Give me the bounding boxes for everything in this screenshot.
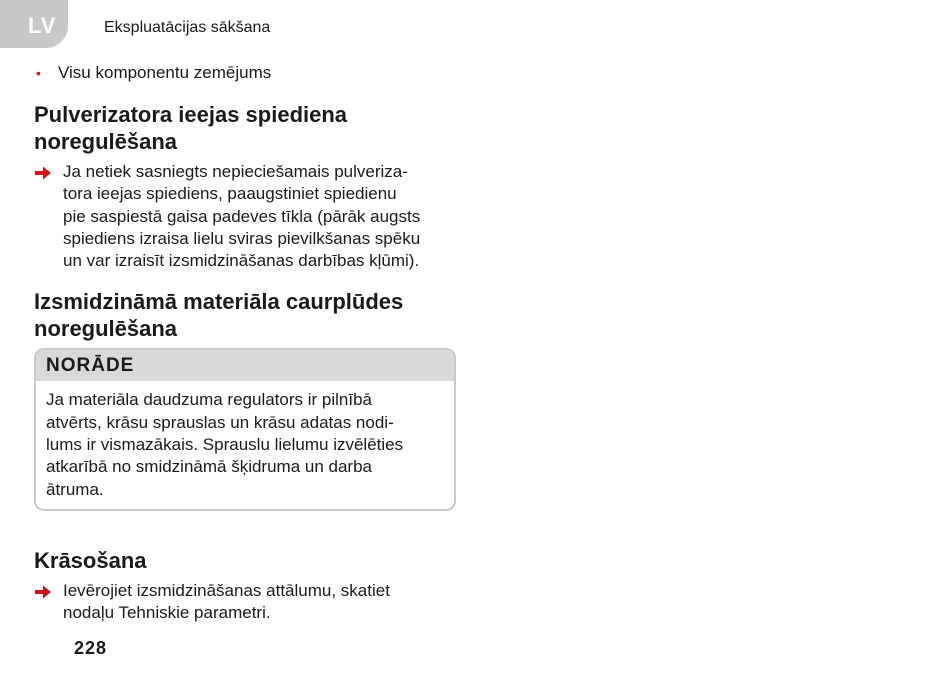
section1-line-5: un var izraisīt izsmidzināšanas darbības kļūmi). (63, 251, 420, 271)
section1-heading-line2: noregulēšana (34, 129, 178, 154)
note-line-1: Ja materiāla daudzuma regulators ir pilnībā (46, 390, 373, 410)
section1-line-2: tora ieejas spiediens, paaugstiniet spiedienu (63, 184, 397, 204)
section2-heading (34, 288, 464, 342)
section3-heading: Krāsošana (34, 547, 147, 573)
bullet-text: Visu komponentu zemējums (58, 63, 272, 82)
section-title: Ekspluatācijas sākšana (104, 19, 271, 36)
section1-line-3: pie saspiestā gaisa padeves tīkla (pārāk augsts (63, 206, 421, 226)
page-content (34, 62, 464, 625)
section2-heading-line1: Izsmidzināmā materiāla caurplūdes (34, 289, 404, 315)
section1-line-1: Ja netiek sasniegts nepieciešamais pulveriza- (63, 162, 408, 181)
language-tab (0, 0, 68, 48)
section3-line-1: Ievērojiet izsmidzināšanas attālumu, skatiet (63, 580, 390, 600)
note-line-3: lums ir vismazākais. Sprauslu lielumu izvēlēties (46, 435, 404, 455)
section2-heading-line2: noregulēšana (34, 316, 178, 342)
note-line-5: ātruma. (46, 479, 104, 499)
bullet-dot-icon: • (36, 65, 41, 81)
language-code: LV (28, 13, 57, 38)
note-box (34, 348, 456, 510)
red-arrow-icon (34, 165, 52, 181)
red-arrow-icon (34, 584, 52, 600)
section3-line-2: nodaļu Tehniskie parametri. (63, 603, 271, 623)
note-line-2: atvērts, krāsu sprauslas un krāsu adatas nodi- (46, 412, 394, 432)
page-number: 228 (74, 638, 108, 658)
section1-instruction (34, 161, 464, 272)
bullet-item (34, 62, 464, 84)
section1-heading-line1: Pulverizatora ieejas spiediena (34, 102, 348, 127)
section3-instruction (34, 580, 464, 625)
note-title: NORĀDE (36, 350, 454, 381)
section1-heading (34, 101, 464, 155)
section1-line-4: spiediens izraisa lielu sviras pievilkšanas spēku (63, 228, 421, 248)
note-line-4: atkarībā no smidzināmā šķidruma un darba (46, 457, 372, 477)
note-body (36, 381, 454, 508)
